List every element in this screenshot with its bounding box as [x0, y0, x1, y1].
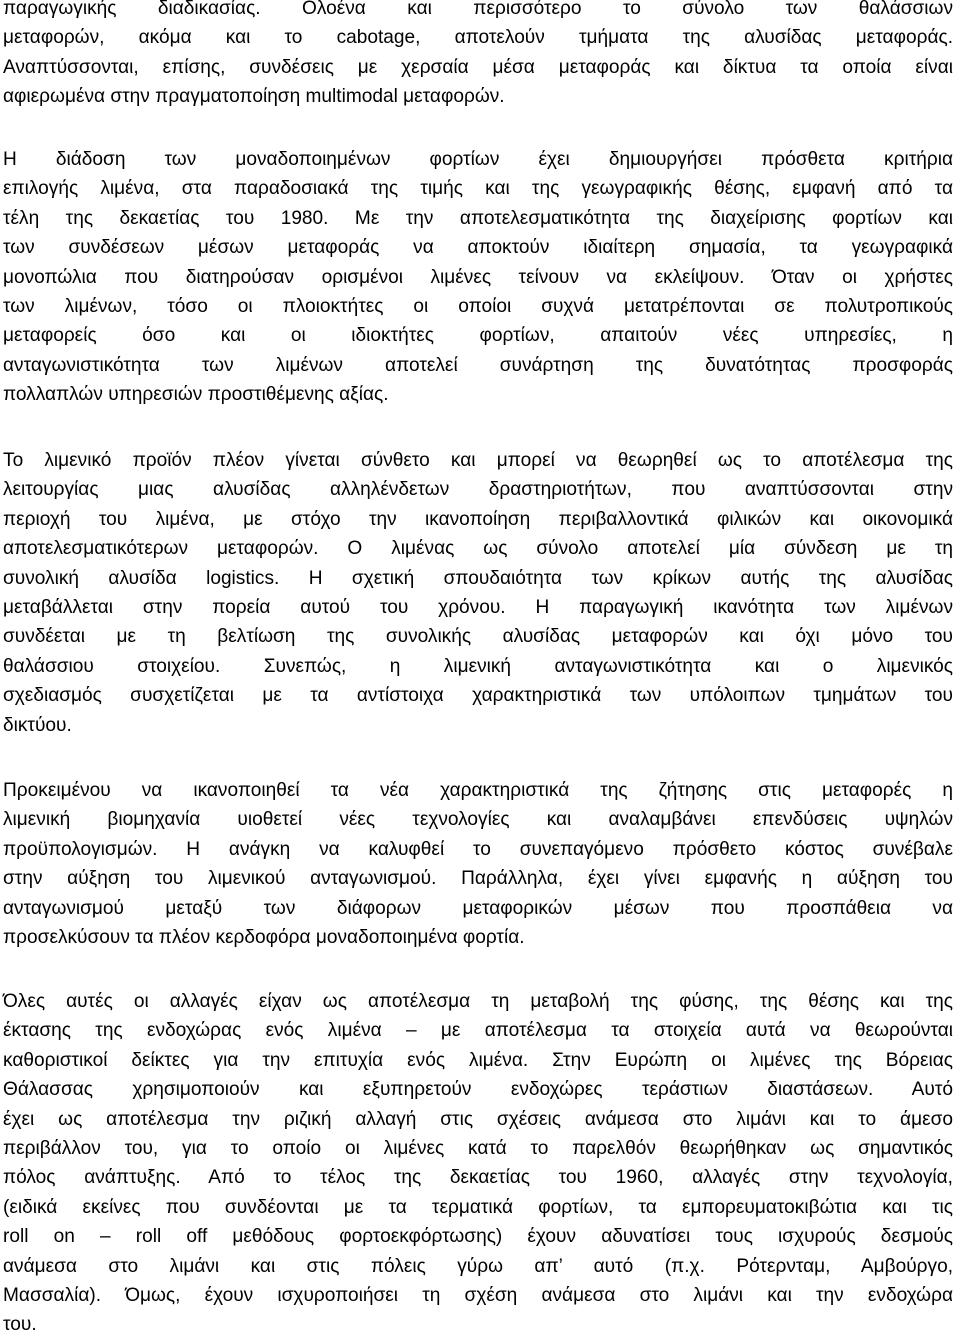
text-line: μεταφορείς όσο και οι ιδιοκτήτες φορτίων, απαιτούν νέες υπηρεσίες, η: [3, 325, 953, 347]
text-line: ανταγωνιστικότητα των λιμένων αποτελεί συνάρτηση της δυνατότητας προσφοράς: [3, 354, 953, 376]
text-line: ανάμεσα στο λιμάνι και στις πόλεις γύρω απ’ αυτό (π.χ. Ρότερνταμ, Αμβούργο,: [3, 1255, 953, 1277]
text-line: σχεδιασμός συσχετίζεται με τα αντίστοιχα χαρακτηριστικά των υπόλοιπων τμημάτων του: [3, 685, 953, 707]
text-line: των συνδέσεων μέσων μεταφοράς να αποκτούν ιδιαίτερη σημασία, τα γεωγραφικά: [3, 237, 953, 259]
text-line: λιμενική βιομηχανία υιοθετεί νέες τεχνολογίες και αναλαμβάνει επενδύσεις υψηλών: [3, 809, 953, 831]
paragraph-4: [0, 776, 953, 952]
text-line: roll on – roll off μεθόδους φορτοεκφόρτωσης) έχουν αδυνατίσει τους ισχυρούς δεσμούς: [3, 1226, 953, 1248]
text-line: μονοπώλια που διατηρούσαν ορισμένοι λιμένες τείνουν να εκλείψουν. Όταν οι χρήστες: [3, 266, 953, 288]
text-line: (ειδικά εκείνες που συνδέονται με τα τερματικά φορτίων, τα εμπορευματοκιβώτια και τις: [3, 1196, 953, 1218]
text-line: αποτελεσματικότερων μεταφορών. Ο λιμένας ως σύνολο αποτελεί μία σύνδεση με τη: [3, 538, 953, 560]
text-line: Μασσαλία). Όμως, έχουν ισχυροποιήσει τη σχέση ανάμεσα στο λιμάνι και την ενδοχώρα: [3, 1284, 953, 1306]
text-line: έχει ως αποτέλεσμα την ριζική αλλαγή στις σχέσεις ανάμεσα στο λιμάνι και το άμεσο: [3, 1108, 953, 1130]
text-line: συνολική αλυσίδα logistics. Η σχετική σπουδαιότητα των κρίκων αυτής της αλυσίδας: [3, 567, 953, 589]
text-line: έκτασης της ενδοχώρας ενός λιμένα – με αποτέλεσμα τα στοιχεία αυτά να θεωρούνται: [3, 1020, 953, 1042]
paragraph-2: [0, 145, 953, 410]
text-line: τέλη της δεκαετίας του 1980. Με την αποτελεσματικότητα της διαχείρισης φορτίων και: [3, 207, 953, 229]
text-line: μεταβάλλεται στην πορεία αυτού του χρόνου. Η παραγωγική ικανότητα των λιμένων: [3, 596, 953, 618]
text-line: Η διάδοση των μοναδοποιημένων φορτίων έχει δημιουργήσει πρόσθετα κριτήρια: [3, 149, 953, 170]
text-line: του.: [3, 1314, 37, 1336]
text-line: πολλαπλών υπηρεσιών προστιθέμενης αξίας.: [3, 384, 389, 406]
text-line: συνδέεται με τη βελτίωση της συνολικής αλυσίδας μεταφορών και όχι μόνο του: [3, 626, 953, 648]
text-line: προσελκύσουν τα πλέον κερδοφόρα μοναδοποιημένα φορτία.: [3, 926, 525, 948]
text-line: δικτύου.: [3, 714, 72, 736]
text-line: περιοχή του λιμένα, με στόχο την ικανοποίηση περιβαλλοντικά φιλικών και οικονομικά: [3, 508, 953, 530]
paragraph-3: [0, 446, 953, 740]
text-line: μεταφορών, ακόμα και το cabotage, αποτελούν τμήματα της αλυσίδας μεταφοράς.: [3, 27, 953, 49]
text-line: ανταγωνισμού μεταξύ των διάφορων μεταφορικών μέσων που προσπάθεια να: [3, 897, 953, 919]
text-line: Το λιμενικό προϊόν πλέον γίνεται σύνθετο και μπορεί να θεωρηθεί ως το αποτέλεσμα της: [3, 450, 953, 471]
text-line: Θάλασσας χρησιμοποιούν και εξυπηρετούν ενδοχώρες τεράστιων διαστάσεων. Αυτό: [3, 1079, 953, 1101]
text-line: Προκειμένου να ικανοποιηθεί τα νέα χαρακτηριστικά της ζήτησης στις μεταφορές η: [3, 780, 953, 801]
text-line: στην αύξηση του λιμενικού ανταγωνισμού. Παράλληλα, έχει γίνει εμφανής η αύξηση του: [3, 868, 953, 890]
text-line: αφιερωμένα στην πραγματοποίηση multimodal μεταφορών.: [3, 86, 505, 108]
text-line: επιλογής λιμένα, στα παραδοσιακά της τιμής και της γεωγραφικής θέσης, εμφανή από τα: [3, 178, 953, 200]
text-line: θαλάσσιου στοιχείου. Συνεπώς, η λιμενική ανταγωνιστικότητα και ο λιμενικός: [3, 655, 953, 677]
text-line: λειτουργίας μιας αλυσίδας αλληλένδετων δραστηριοτήτων, που αναπτύσσονται στην: [3, 479, 953, 501]
text-line: καθοριστικοί δείκτες για την επιτυχία ενός λιμένα. Στην Ευρώπη οι λιμένες της Βόρειας: [3, 1049, 953, 1071]
text-line: περιβάλλον του, για το οποίο οι λιμένες κατά το παρελθόν θεωρήθηκαν ως σημαντικός: [3, 1137, 953, 1159]
text-line: Αναπτύσσονται, επίσης, συνδέσεις με χερσαία μέσα μεταφοράς και δίκτυα τα οποία είναι: [3, 56, 953, 78]
text-line: προϋπολογισμών. Η ανάγκη να καλυφθεί το συνεπαγόμενο πρόσθετο κόστος συνέβαλε: [3, 838, 953, 860]
text-line: πόλος ανάπτυξης. Από το τέλος της δεκαετίας του 1960, αλλαγές στην τεχνολογία,: [3, 1167, 953, 1189]
text-line: των λιμένων, τόσο οι πλοιοκτήτες οι οποίοι συχνά μετατρέπονται σε πολυτροπικούς: [3, 295, 953, 317]
text-line: παραγωγικής διαδικασίας. Ολοένα και περισσότερο το σύνολο των θαλάσσιων: [3, 0, 953, 19]
text-line: Όλες αυτές οι αλλαγές είχαν ως αποτέλεσμα τη μεταβολή της φύσης, της θέσης και της: [3, 991, 953, 1012]
paragraph-5: [0, 987, 953, 1340]
paragraph-1: [0, 0, 953, 112]
